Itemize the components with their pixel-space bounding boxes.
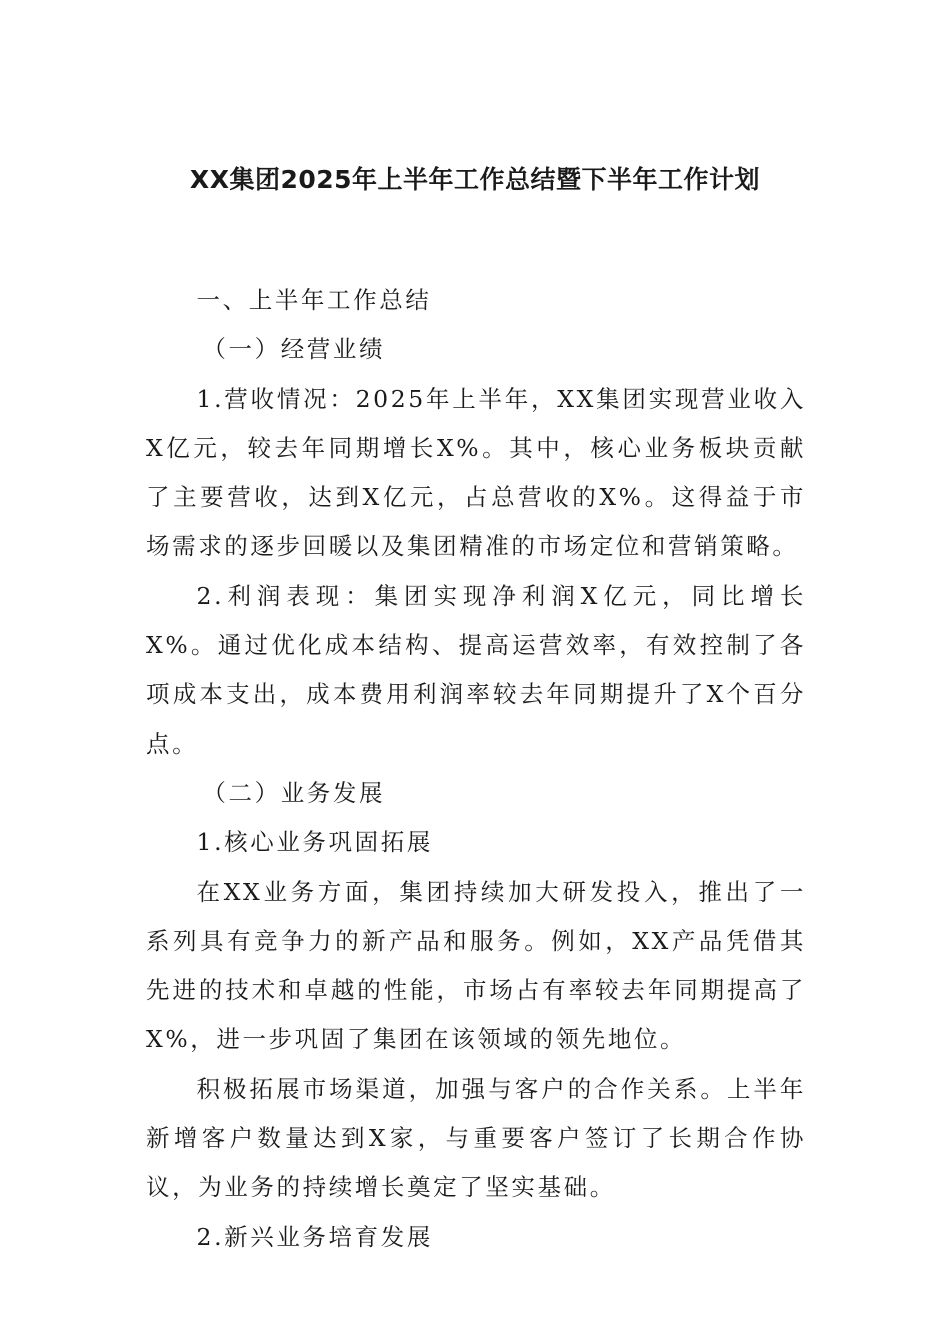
paragraph-core-business-rd: 在XX业务方面，集团持续加大研发投入，推出了一系列具有竞争力的新产品和服务。例如，XX产品凭借其先进的技术和卓越的性能，市场占有率较去年同期提高了X%，进一步巩固了集团在该领域的领先地位。 [146,877,806,1054]
paragraph-profit: 2.利润表现：集团实现净利润X亿元，同比增长X%。通过优化成本结构、提高运营效率，有效控制了各项成本支出，成本费用利润率较去年同期提升了X个百分点。 [146,581,806,758]
subsection-heading-performance: （一）经营业绩 [202,335,386,364]
subsection-heading-business: （二）业务发展 [202,778,386,807]
document-body [146,276,806,1262]
item-heading-emerging-business: 2.新兴业务培育发展 [196,1222,433,1251]
item-heading-core-business: 1.核心业务巩固拓展 [196,828,433,857]
section-heading-summary: 一、上半年工作总结 [196,286,432,314]
paragraph-market-channels: 积极拓展市场渠道，加强与客户的合作关系。上半年新增客户数量达到X家，与重要客户签订了长期合作协议，为业务的持续增长奠定了坚实基础。 [146,1074,806,1202]
paragraph-revenue: 1.营收情况：2025年上半年，XX集团实现营业收入X亿元，较去年同期增长X%。其中，核心业务板块贡献了主要营收，达到X亿元，占总营收的X%。这得益于市场需求的逐步回暖以及集团精准的市场定位和营销策略。 [146,384,806,561]
document-title: XX集团2025年上半年工作总结暨下半年工作计划 [189,165,761,194]
